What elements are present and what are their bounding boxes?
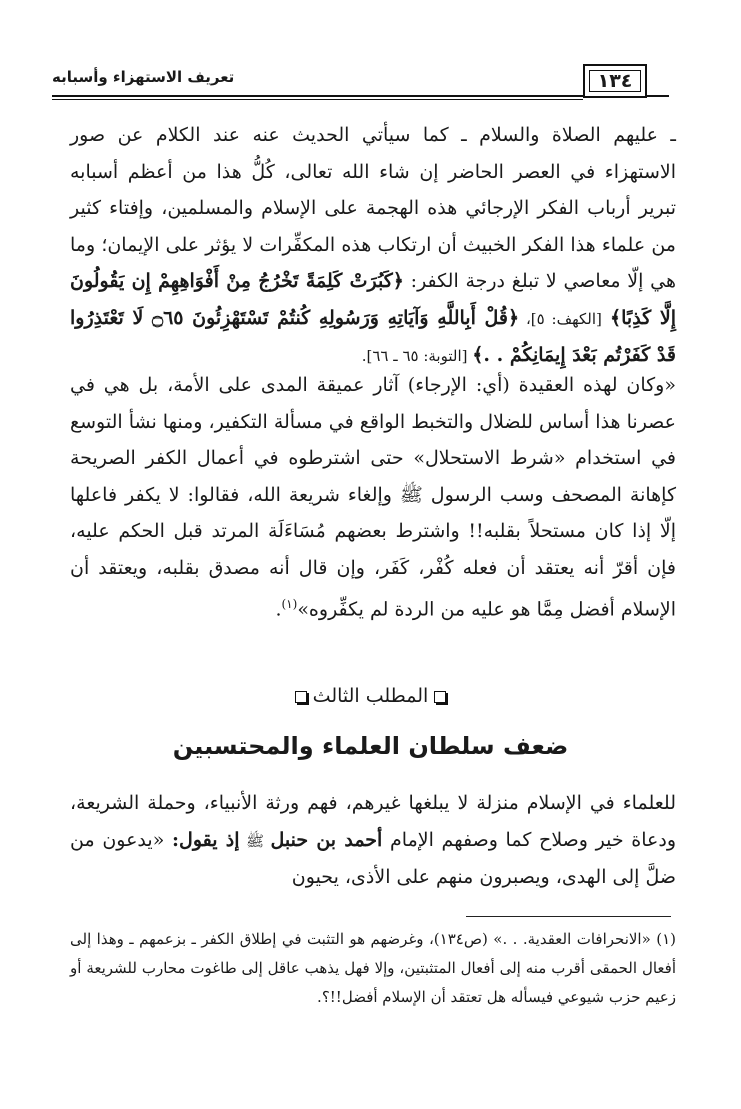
square-bullet-icon (295, 691, 307, 703)
says-phrase: إذ يقول: (172, 828, 240, 851)
quran-verse-2: ﴿قُلْ أَبِاللَّهِ وَآيَاتِهِ وَرَسُولِهِ كُنتُمْ تَسْتَهْزِئُونَ ۝٦٥ لَا تَعْتَذِرُوا قَدْ كَفَرْتُم بَعْدَ إِيمَانِكُمْ . .﴾ (70, 306, 676, 366)
paragraph-3 (70, 785, 676, 896)
honorific: ﷺ (239, 831, 271, 850)
verse-reference-1: [الكهف: ٥]، (519, 309, 602, 328)
section-title: ضعف سلطان العلماء والمحتسبين (172, 732, 569, 760)
paragraph-1-text: ـ عليهم الصلاة والسلام ـ كما سيأتي الحديث عنه عند الكلام عن صور الاستهزاء في العصر الحاضر إن شاء الله تعالى، كُلُّ هذا من أعظم أسبابه تبرير أرباب الفكر الإرجائي هذه الهجمة على الإسلام والمسلمين، وإفتاء كثير من علماء هذا الفكر الخبيث أن ارتكاب هذه المكفِّرات لا يؤثر على الإيمان؛ وما هي إلّا معاصي لا تبلغ درجة الكفر: (70, 124, 676, 292)
quran-verse-1: ﴿كَبُرَتْ كَلِمَةً تَخْرُجُ مِنْ أَفْوَاهِهِمْ إِن يَقُولُونَ إِلَّا كَذِبًا﴾ (70, 270, 676, 329)
page-number: ١٣٤ (597, 70, 633, 92)
paragraph-2-text: «وكان لهذه العقيدة (أي: الإرجاء) آثار عميقة المدى على الأمة، بل هي في عصرنا هذا أساس للضلال والتخبط الواقع في مسألة التكفير، ومنها نشأ التوسع في استخدام «شرط الاستحلال» حتى اشترطوه في أعمال الكفر الصريحة كإهانة المصحف وسب الرسول ﷺ وإلغاء شريعة الله، فقالوا: لا يكفر فاعلها إلّا إذا كان مستحلاً بقلبه!! واشترط بعضهم مُسَاءَلَة المرتد قبل الحكم عليه، فإن أقرّ أنه يعتقد أن فعله كُفْر، كَفَر، وإن قال أنه مصدق بقلبه، ويعتقد أن الإسلام أفضل مِمَّا هو عليه من الردة لم يكفِّروه» (70, 374, 676, 621)
running-header-title: تعريف الاستهزاء وأسبابه (52, 68, 235, 86)
section-label-text: المطلب الثالث (312, 685, 429, 707)
paragraph-2-end: . (275, 598, 282, 621)
paragraph-2 (70, 367, 676, 628)
imam-name: أحمد بن حنبل (270, 828, 383, 851)
verse-reference-2: [التوبة: ٦٥ ـ ٦٦]. (361, 347, 473, 365)
footnote-marker[interactable]: (١) (281, 597, 298, 611)
footnote: (١) «الانحرافات العقدية. . .» (ص١٣٤)، وغرضهم هو التثبت في إطلاق الكفر ـ بزعمهم ـ وهذا إلى أفعال الحمقى أقرب منه إلى أفعال المتثبتين، وإلا فهل يذهب عاقل إلى طاغوت محارب للشريعة أو زعيم حزب شيوعي فيسأله هل تعتقد أن الإسلام أفضل!!؟. (70, 930, 676, 1006)
page-number-box (583, 64, 647, 98)
header-rule (52, 95, 583, 97)
paragraph-1 (70, 117, 676, 375)
header-rule-thin (52, 99, 583, 100)
square-bullet-icon (434, 691, 446, 703)
footnote-rule (466, 916, 671, 917)
section-label (0, 685, 741, 707)
header-rule-tick (647, 95, 669, 97)
paragraph-3-text-b: «يدعون من ضلَّ إلى الهدى، ويصبرون منهم على الأذى، يحيون (70, 828, 676, 888)
paragraph-3-text-a: للعلماء في الإسلام منزلة لا يبلغها غيرهم، فهم ورثة الأنبياء، وحملة الشريعة، ودعاة خير وصلاح كما وصفهم الإمام (70, 792, 677, 851)
